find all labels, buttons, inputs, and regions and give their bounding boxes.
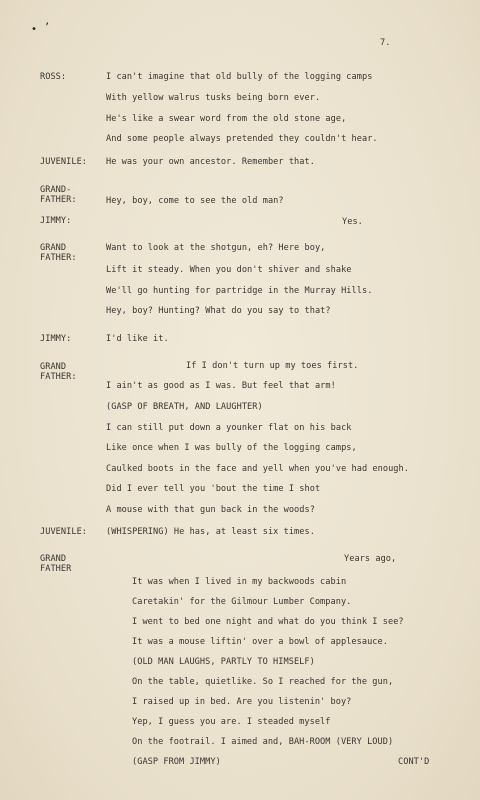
- dialogue-line: I can't imagine that old bully of the logging camps: [106, 72, 373, 82]
- dialogue-line: I raised up in bed. Are you listenin' boy?: [132, 697, 352, 707]
- speaker-label: ROSS:: [40, 72, 67, 82]
- continued-marker: CONT'D: [398, 757, 430, 767]
- dialogue-line: I can still put down a younker flat on his back: [106, 423, 352, 433]
- page-number: 7.: [380, 38, 391, 48]
- dialogue-line: We'll go hunting for partridge in the Murray Hills.: [106, 286, 373, 296]
- speaker-label: GRAND: [40, 243, 67, 253]
- dialogue-line: (GASP OF BREATH, AND LAUGHTER): [106, 402, 263, 412]
- speaker-label: FATHER:: [40, 253, 77, 263]
- speaker-label: JUVENILE:: [40, 157, 88, 167]
- speaker-label: GRAND: [40, 362, 67, 372]
- dialogue-line: Hey, boy, come to see the old man?: [106, 196, 284, 206]
- dialogue-line: He's like a swear word from the old stone age,: [106, 114, 347, 124]
- dialogue-line: It was when I lived in my backwoods cabin: [132, 577, 347, 587]
- speaker-label: FATHER:: [40, 195, 77, 205]
- dialogue-line: He was your own ancestor. Remember that.: [106, 157, 315, 167]
- dialogue-line: With yellow walrus tusks being born ever.: [106, 93, 321, 103]
- speaker-label: GRAND-: [40, 185, 72, 195]
- speaker-label: JIMMY:: [40, 334, 72, 344]
- dialogue-line: I went to bed one night and what do you think I see?: [132, 617, 404, 627]
- dialogue-line: Want to look at the shotgun, eh? Here boy,: [106, 243, 326, 253]
- dialogue-line: Yep, I guess you are. I steaded myself: [132, 717, 331, 727]
- dialogue-line: A mouse with that gun back in the woods?: [106, 505, 315, 515]
- dialogue-line: Like once when I was bully of the logging camps,: [106, 443, 357, 453]
- dialogue-line: Hey, boy? Hunting? What do you say to that?: [106, 306, 331, 316]
- dialogue-line: Yes.: [342, 217, 363, 227]
- speaker-label: JIMMY:: [40, 216, 72, 226]
- dialogue-line: Years ago,: [344, 554, 397, 564]
- dialogue-line: (OLD MAN LAUGHS, PARTLY TO HIMSELF): [132, 657, 315, 667]
- dialogue-line: It was a mouse liftin' over a bowl of applesauce.: [132, 637, 388, 647]
- dialogue-line: (WHISPERING) He has, at least six times.: [106, 527, 315, 537]
- speaker-label: JUVENILE:: [40, 527, 88, 537]
- speaker-label: FATHER: [40, 564, 72, 574]
- dialogue-line: And some people always pretended they couldn't hear.: [106, 134, 378, 144]
- dialogue-line: On the table, quietlike. So I reached for the gun,: [132, 677, 394, 687]
- dialogue-line: On the footrail. I aimed and, BAH-ROOM (VERY LOUD): [132, 737, 394, 747]
- dialogue-line: (GASP FROM JIMMY): [132, 757, 221, 767]
- corner-mark: •: [31, 24, 38, 35]
- speaker-label: FATHER:: [40, 372, 77, 382]
- dialogue-line: Caulked boots in the face and yell when you've had enough.: [106, 464, 409, 474]
- dialogue-line: Did I ever tell you 'bout the time I shot: [106, 484, 321, 494]
- dialogue-line: Caretakin' for the Gilmour Lumber Company.: [132, 597, 352, 607]
- speaker-label: GRAND: [40, 554, 67, 564]
- dialogue-line: Lift it steady. When you don't shiver and shake: [106, 265, 352, 275]
- dialogue-line: If I don't turn up my toes first.: [186, 361, 359, 371]
- dialogue-line: I'd like it.: [106, 334, 169, 344]
- dialogue-line: I ain't as good as I was. But feel that arm!: [106, 381, 336, 391]
- corner-mark: ’: [44, 22, 51, 33]
